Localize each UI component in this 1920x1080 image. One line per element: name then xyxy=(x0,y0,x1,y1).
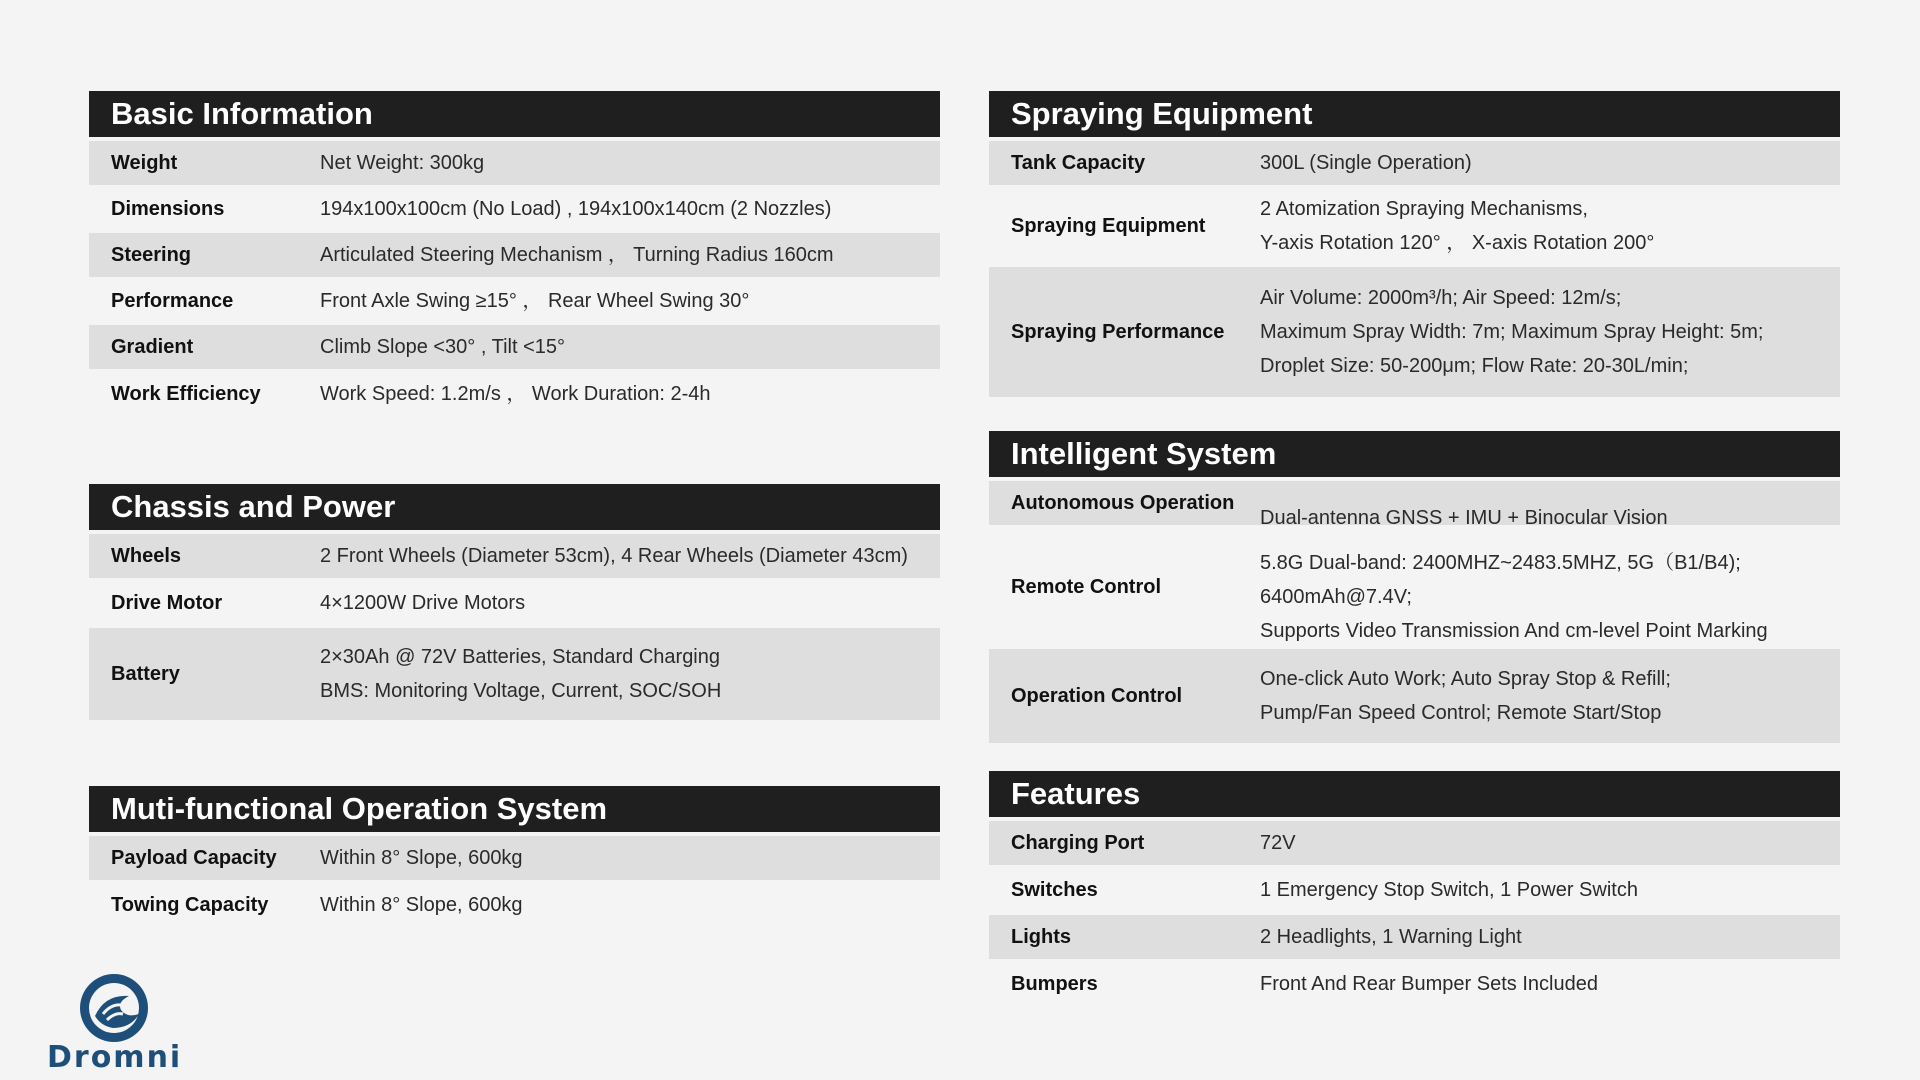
spec-label: Weight xyxy=(111,151,178,174)
spec-row-bumpers xyxy=(989,959,1840,1009)
spec-row-spraying-equipment xyxy=(989,185,1840,267)
spec-value: 300L (Single Operation) xyxy=(1260,152,1472,174)
spec-label: Battery xyxy=(111,662,180,685)
spec-label: Wheels xyxy=(111,544,182,567)
spec-row-remote-control xyxy=(989,525,1840,649)
spec-value: 2 Headlights, 1 Warning Light xyxy=(1260,926,1522,948)
spec-value: Within 8° Slope, 600kg xyxy=(320,847,523,869)
spec-label: Drive Motor xyxy=(111,591,223,614)
spec-row-charging-port xyxy=(989,821,1840,865)
logo-text: Dromni xyxy=(47,1040,183,1075)
spec-value: Front And Rear Bumper Sets Included xyxy=(1260,973,1598,995)
spec-value: One-click Auto Work; Auto Spray Stop & Refill; Pump/Fan Speed Control; Remote Start/Stop xyxy=(1260,668,1671,724)
spec-row-performance xyxy=(89,277,940,325)
spec-value: Work Speed: 1.2m/s ， Work Duration: 2-4h xyxy=(320,383,711,405)
spec-label: Operation Control xyxy=(1011,684,1183,707)
spec-value: 194x100x100cm (No Load) , 194x100x140cm (2 Nozzles) xyxy=(320,198,832,220)
spec-label: Charging Port xyxy=(1011,831,1145,854)
spec-value: Net Weight: 300kg xyxy=(320,152,485,174)
spec-row-gradient xyxy=(89,325,940,369)
spec-value: 72V xyxy=(1260,832,1296,854)
spec-value: Front Axle Swing ≥15° ， Rear Wheel Swing 30° xyxy=(320,290,750,312)
spec-value: Climb Slope <30° , Tilt <15° xyxy=(320,336,566,358)
spec-label: Dimensions xyxy=(111,197,225,220)
spec-row-payload-capacity xyxy=(89,836,940,880)
spec-row-switches xyxy=(989,865,1840,915)
spec-value: 2 Atomization Spraying Mechanisms, Y-axis Rotation 120° ， X-axis Rotation 200° xyxy=(1260,198,1655,254)
spec-value: 5.8G Dual-band: 2400MHZ~2483.5MHZ, 5G（B1/B4); 6400mAh@7.4V; Supports Video Transmission And cm-level Point Marking xyxy=(1260,552,1768,642)
spec-row-steering xyxy=(89,233,940,277)
spec-value: 4×1200W Drive Motors xyxy=(320,592,526,614)
spec-label: Performance xyxy=(111,289,234,312)
spec-row-battery xyxy=(89,628,940,720)
spec-value: 1 Emergency Stop Switch, 1 Power Switch xyxy=(1260,879,1638,901)
spec-row-tank-capacity xyxy=(989,141,1840,185)
features-section xyxy=(989,771,1840,1009)
spec-value: 2 Front Wheels (Diameter 53cm), 4 Rear Wheels (Diameter 43cm) xyxy=(320,545,908,567)
section-title: Muti-functional Operation System xyxy=(89,786,940,832)
dromni-logo-mark-icon xyxy=(47,972,182,1042)
chassis-and-power-section xyxy=(89,484,940,720)
spec-row-autonomous-operation xyxy=(989,481,1840,529)
spec-row-drive-motor xyxy=(89,578,940,628)
spec-label: Tank Capacity xyxy=(1011,151,1146,174)
spec-row-lights xyxy=(989,915,1840,959)
spec-value: Articulated Steering Mechanism ， Turning Radius 160cm xyxy=(320,244,834,266)
basic-information-section xyxy=(89,91,940,419)
spec-label: Work Efficiency xyxy=(111,382,261,405)
spec-label: Bumpers xyxy=(1011,972,1098,995)
section-title: Intelligent System xyxy=(989,431,1840,477)
spec-label: Remote Control xyxy=(1011,575,1161,598)
spec-label: Lights xyxy=(1011,925,1071,948)
spec-row-weight xyxy=(89,141,940,185)
spec-row-operation-control xyxy=(989,649,1840,743)
section-title: Features xyxy=(989,771,1840,817)
section-title: Chassis and Power xyxy=(89,484,940,530)
section-title: Spraying Equipment xyxy=(989,91,1840,137)
spec-label: Steering xyxy=(111,243,192,266)
spec-label: Payload Capacity xyxy=(111,846,277,869)
spec-label: Autonomous Operation xyxy=(1011,491,1235,514)
spec-row-towing-capacity xyxy=(89,880,940,930)
spec-label: Spraying Equipment xyxy=(1011,214,1206,237)
spec-row-spraying-performance xyxy=(989,267,1840,397)
spec-value: Dual-antenna GNSS + IMU + Binocular Vision xyxy=(1260,507,1668,529)
spec-value: Air Volume: 2000m³/h; Air Speed: 12m/s; Maximum Spray Width: 7m; Maximum Spray Height: 5m; Droplet Size: 50-200μm; Flow Rate: 20-30L/min; xyxy=(1260,287,1764,377)
spec-label: Gradient xyxy=(111,335,194,358)
multi-functional-operation-section xyxy=(89,786,940,930)
intelligent-system-section xyxy=(989,431,1840,743)
spec-label: Towing Capacity xyxy=(111,893,269,916)
spec-row-wheels xyxy=(89,534,940,578)
spec-value: Within 8° Slope, 600kg xyxy=(320,894,523,916)
section-title: Basic Information xyxy=(89,91,940,137)
spec-row-work-efficiency xyxy=(89,369,940,419)
spraying-equipment-section xyxy=(989,91,1840,397)
dromni-logo xyxy=(47,972,183,1075)
spec-value: 2×30Ah @ 72V Batteries, Standard Charging BMS: Monitoring Voltage, Current, SOC/SOH xyxy=(320,646,722,702)
spec-label: Switches xyxy=(1011,878,1098,901)
spec-row-dimensions xyxy=(89,185,940,233)
spec-label: Spraying Performance xyxy=(1011,320,1225,343)
